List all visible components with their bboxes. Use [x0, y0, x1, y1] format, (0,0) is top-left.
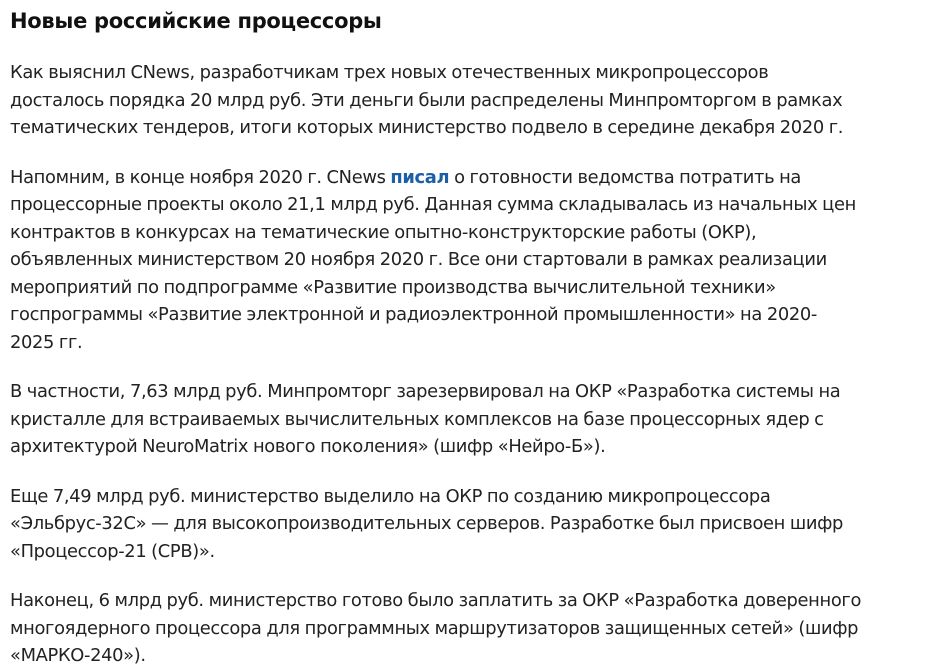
paragraph-line: кристалле для встраиваемых вычислительных комплексов на базе процессорных ядер с	[10, 408, 824, 430]
paragraph-line: госпрограммы «Развитие электронной и радиоэлектронной промышленности» на 2020-	[10, 304, 817, 325]
paragraph-line: мероприятий по подпрограмме «Развитие производства вычислительной техники»	[10, 276, 776, 298]
paragraph-1	[10, 59, 922, 142]
paragraph-text: о готовности ведомства потратить на	[449, 166, 802, 188]
paragraph-2	[10, 164, 922, 357]
paragraph-line: В частности, 7,63 млрд руб. Минпромторг зарезервировал на ОКР «Разработка системы на	[10, 381, 841, 402]
article-heading: Новые российские процессоры	[10, 9, 382, 33]
paragraph-line: тематических тендеров, итоги которых министерство подвело в середине декабря 2020 г.	[10, 117, 844, 138]
paragraph-line: 2025 гг.	[10, 331, 83, 353]
paragraph-line: многоядерного процессора для программных маршрутизаторов защищенных сетей» (шифр	[10, 617, 859, 639]
paragraph-3	[10, 378, 922, 461]
paragraph-line: контрактов в конкурсах на тематические опытно-конструкторские работы (ОКР),	[10, 221, 757, 243]
paragraph-line: досталось порядка 20 млрд руб. Эти деньги были распределены Минпромторгом в рамках	[10, 89, 843, 111]
pisal-link[interactable]: писал	[390, 166, 450, 188]
paragraph-line-with-link	[10, 164, 915, 192]
paragraph-line: «Процессор-21 (СРВ)».	[10, 540, 215, 562]
paragraph-4	[10, 483, 922, 566]
paragraph-line: архитектурой NeuroMatrix нового поколения» (шифр «Нейро-Б»).	[10, 436, 606, 457]
paragraph-line: Наконец, 6 млрд руб. министерство готово было заплатить за ОКР «Разработка доверенного	[10, 590, 862, 611]
paragraph-line: «МАРКО-240»).	[10, 645, 146, 666]
paragraph-line: «Эльбрус-32С» — для высокопроизводительных серверов. Разработке был присвоен шифр	[10, 513, 844, 534]
paragraph-5	[10, 587, 922, 670]
paragraph-line: Еще 7,49 млрд руб. министерство выделило на ОКР по созданию микропроцессора	[10, 485, 771, 507]
paragraph-line: Как выяснил CNews, разработчикам трех новых отечественных микропроцессоров	[10, 62, 769, 83]
paragraph-line: процессорные проекты около 21,1 млрд руб. Данная сумма складывалась из начальных цен	[10, 194, 856, 215]
article	[10, 0, 922, 670]
paragraph-text: Напомним, в конце ноября 2020 г. CNews	[10, 166, 391, 188]
paragraph-line: объявленных министерством 20 ноября 2020 г. Все они стартовали в рамках реализации	[10, 249, 827, 270]
